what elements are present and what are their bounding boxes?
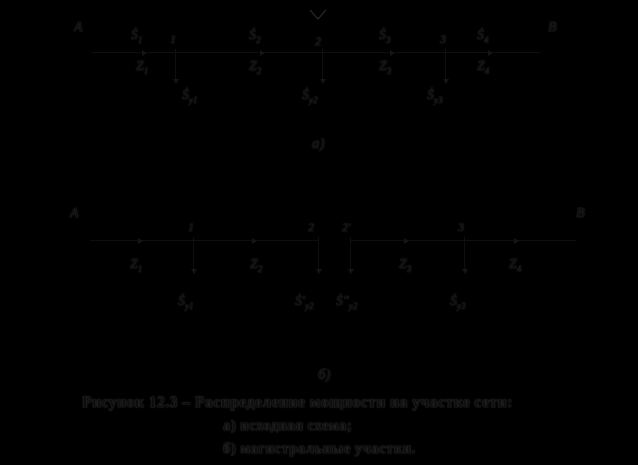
flow-arrow-icon [138, 238, 143, 244]
load-arrowhead-icon [191, 269, 197, 274]
impedance-label: $Z_4$ [477, 59, 490, 76]
load-arrow [175, 53, 176, 79]
load-arrowhead-icon [443, 79, 449, 84]
flow-arrow-icon [260, 50, 265, 56]
node-load-label: Ṡ$_{у2}$ [302, 88, 318, 105]
impedance-label: $Z_3$ [399, 257, 412, 274]
node-label: 2 [315, 34, 321, 48]
node-load-label: Ṡ$_{у1}$ [182, 88, 198, 105]
impedance-label: $Z_1$ [136, 59, 149, 76]
section-power-label: Ṡ$_2$ [249, 28, 261, 45]
flow-arrow-icon [404, 238, 409, 244]
load-arrow [193, 241, 194, 269]
terminal-a-label: A [74, 20, 83, 35]
line-segment [350, 240, 576, 241]
load-arrow [445, 53, 446, 79]
load-arrowhead-icon [462, 269, 468, 274]
load-arrowhead-icon [316, 269, 322, 274]
flow-division-marker-icon [309, 9, 327, 20]
load-arrow [350, 241, 351, 269]
load-arrow [322, 53, 323, 79]
load-arrowhead-icon [320, 79, 326, 84]
line-segment [92, 52, 540, 53]
flow-arrow-icon [390, 50, 395, 56]
impedance-label: $Z_2$ [250, 257, 263, 274]
terminal-a-label: A [70, 206, 79, 221]
figure-caption-item-a: а) исходная схема; [223, 418, 353, 434]
load-arrow [318, 241, 319, 269]
node-load-label: $Ṡ''_{у2}$ [336, 294, 358, 311]
impedance-label: $Z_4$ [509, 257, 522, 274]
flow-arrow-icon [488, 50, 493, 56]
impedance-label: $Z_3$ [379, 59, 392, 76]
impedance-label: $Z_1$ [130, 257, 143, 274]
node-load-label: Ṡ$_{у3}$ [450, 294, 466, 311]
line-segment [90, 240, 318, 241]
section-power-label: Ṡ$_1$ [131, 28, 143, 45]
terminal-b-label: B [548, 20, 557, 35]
terminal-b-label: B [576, 206, 585, 221]
load-arrowhead-icon [173, 79, 179, 84]
panel-b-label: б) [318, 367, 331, 383]
flow-arrow-icon [142, 50, 147, 56]
node-label: 1 [188, 220, 194, 234]
figure-caption-item-b: б) магистральные участки. [223, 441, 416, 457]
load-arrowhead-icon [348, 269, 354, 274]
flow-arrow-icon [514, 238, 519, 244]
node-label: 3 [458, 220, 464, 234]
load-arrow [464, 241, 465, 269]
node-label: 3 [440, 32, 446, 46]
section-power-label: Ṡ$_4$ [477, 28, 489, 45]
flow-arrow-icon [252, 238, 257, 244]
panel-a-label: а) [312, 136, 325, 152]
node-load-label: Ṡ$_{у1}$ [178, 294, 194, 311]
figure-caption-title: Рисунок 12.3 – Распределение мощности на участке сети: [82, 394, 513, 411]
node-label: 2 [308, 220, 314, 234]
section-power-label: Ṡ$_3$ [379, 28, 391, 45]
node-label: 1 [170, 32, 176, 46]
node-load-label: $Ṡ'_{у2}$ [295, 294, 314, 311]
impedance-label: $Z_2$ [249, 59, 262, 76]
node-label: 2′ [342, 220, 351, 234]
node-load-label: Ṡ$_{у3}$ [427, 88, 443, 105]
